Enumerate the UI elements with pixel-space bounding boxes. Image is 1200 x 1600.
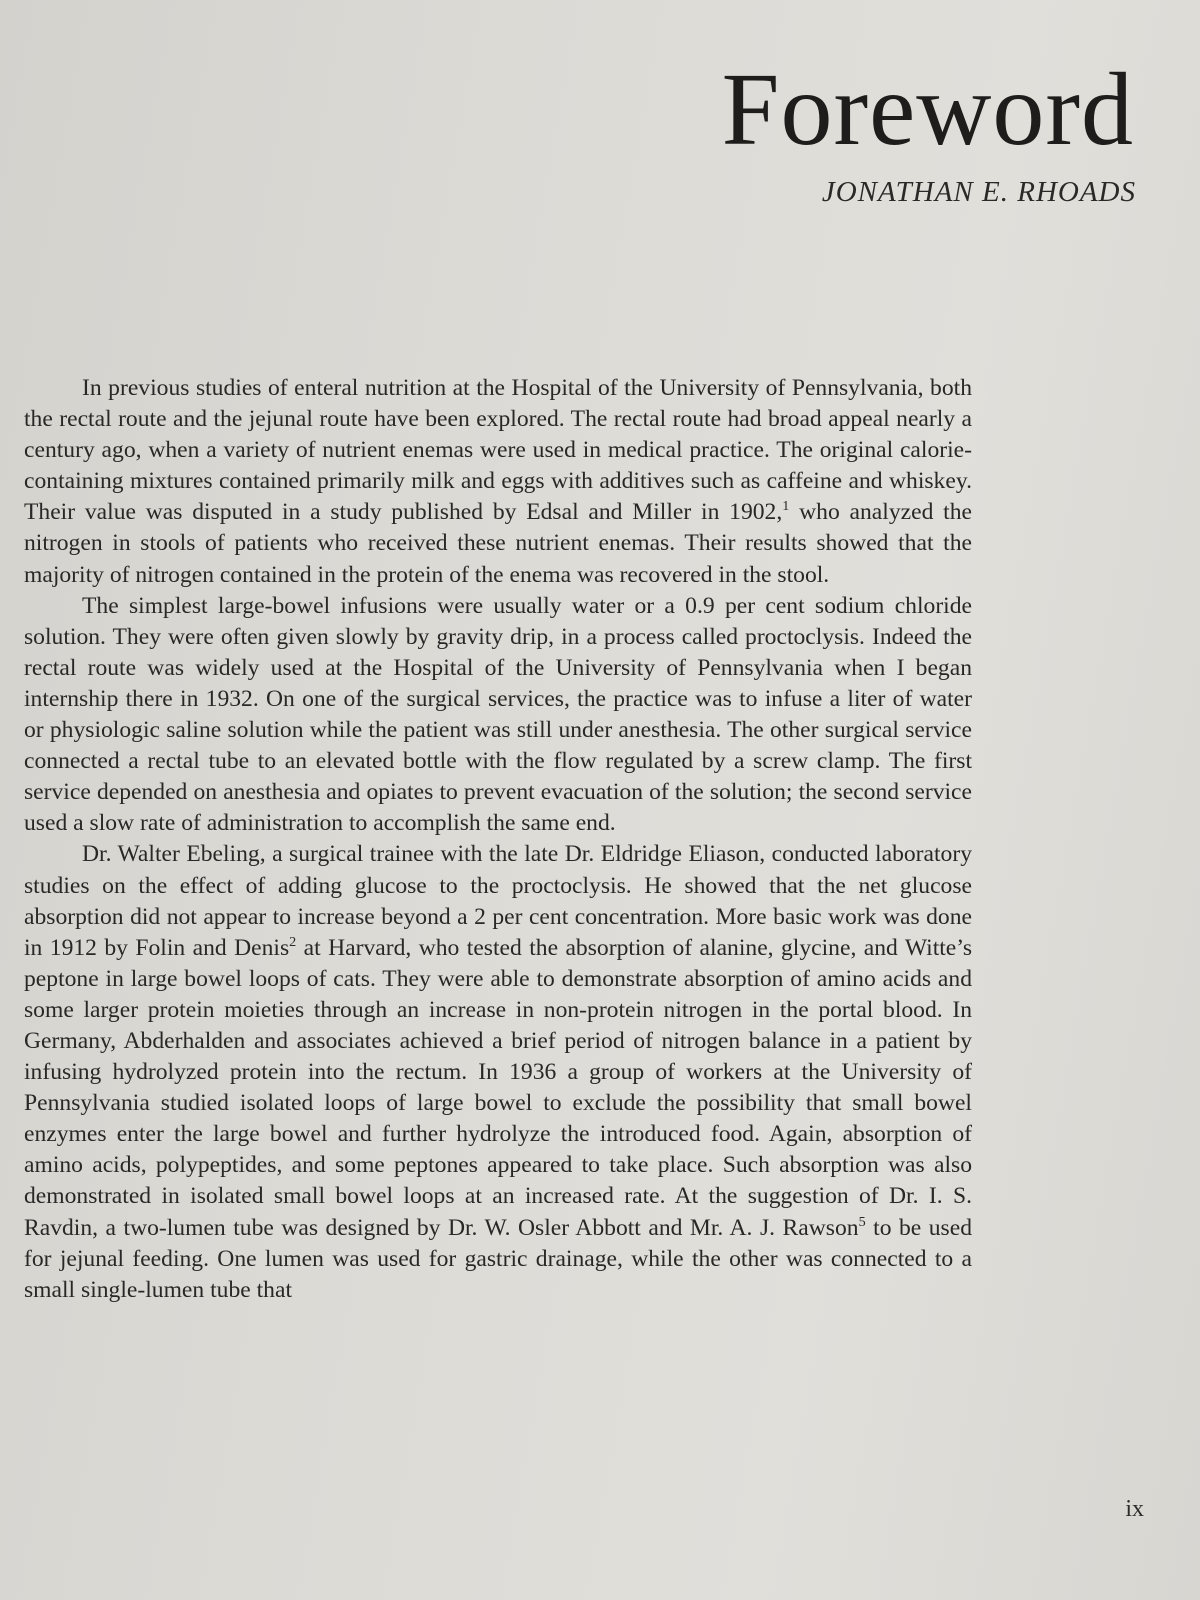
body-text — [24, 373, 972, 1306]
page-number: ix — [1125, 1496, 1144, 1522]
paragraph — [24, 373, 972, 591]
footnote-ref: 2 — [289, 933, 297, 950]
paragraph-text: Dr. Walter Ebeling, a surgical trainee with the late Dr. Eldridge Eliason, conducted laboratory studies on the effect of adding glucose to the proctoclysis. He showed that the net glucose absorption did not appear to increase beyond a 2 per cent concentration. More basic work was done in 1912 by Folin and Denis — [24, 841, 972, 961]
paragraph-text: to be used for jejunal feeding. One lumen was used for gastric drainage, while the other was connected to a small single-lumen tube that — [24, 1214, 972, 1303]
paragraph-text: at Harvard, who tested the absorption of alanine, glycine, and Witte’s peptone in large bowel loops of cats. They were able to demonstrate absorption of amino acids and some larger protein moieties through an increase in non-protein nitrogen in the portal blood. In Germany, Abderhalden and associates achieved a brief period of nitrogen balance in a patient by infusing hydrolyzed protein into the rectum. In 1936 a group of workers at the University of Pennsylvania studied isolated loops of large bowel to exclude the possibility that small bowel enzymes enter the large bowel and further hydrolyze the introduced food. Again, absorption of amino acids, polypeptides, and some peptones appeared to take place. Such absorption was also demonstrated in isolated small bowel loops at an increased rate. At the suggestion of Dr. I. S. Ravdin, a two-lumen tube was designed by Dr. W. Osler Abbott and Mr. A. J. Rawson — [24, 934, 973, 1241]
author-name: JONATHAN E. RHOADS — [821, 176, 1136, 208]
footnote-ref: 1 — [782, 498, 790, 515]
paragraph — [24, 839, 972, 1305]
paragraph — [24, 591, 972, 840]
chapter-title: Foreword — [721, 52, 1134, 167]
paragraph-text: In previous studies of enteral nutrition at the Hospital of the University of Pennsylvania, both the rectal route and the jejunal route have been explored. The rectal route had broad appeal nearly a century ago, when a variety of nutrient enemas were used in medical practice. The original calorie-containing mixtures contained primarily milk and eggs with additives such as caffeine and whiskey. Their value was disputed in a study published by Edsal and Miller in 1902, — [24, 375, 972, 526]
paragraph-text: The simplest large-bowel infusions were usually water or a 0.9 per cent sodium chloride solution. They were often given slowly by gravity drip, in a process called proctoclysis. Indeed the rectal route was widely used at the Hospital of the University of Pennsylvania when I began internship there in 1932. On one of the surgical services, the practice was to infuse a liter of water or physiologic saline solution while the patient was still under anesthesia. The other surgical service connected a rectal tube to an elevated bottle with the flow regulated by a screw clamp. The first service depended on anesthesia and opiates to prevent evacuation of the solution; the second service used a slow rate of administration to accomplish the same end. — [24, 592, 972, 837]
paragraph-text: who analyzed the nitrogen in stools of patients who received these nutrient enemas. Their results showed that the majority of nitrogen contained in the protein of the enema was recovered in the stool. — [24, 499, 972, 588]
footnote-ref: 5 — [858, 1213, 866, 1230]
